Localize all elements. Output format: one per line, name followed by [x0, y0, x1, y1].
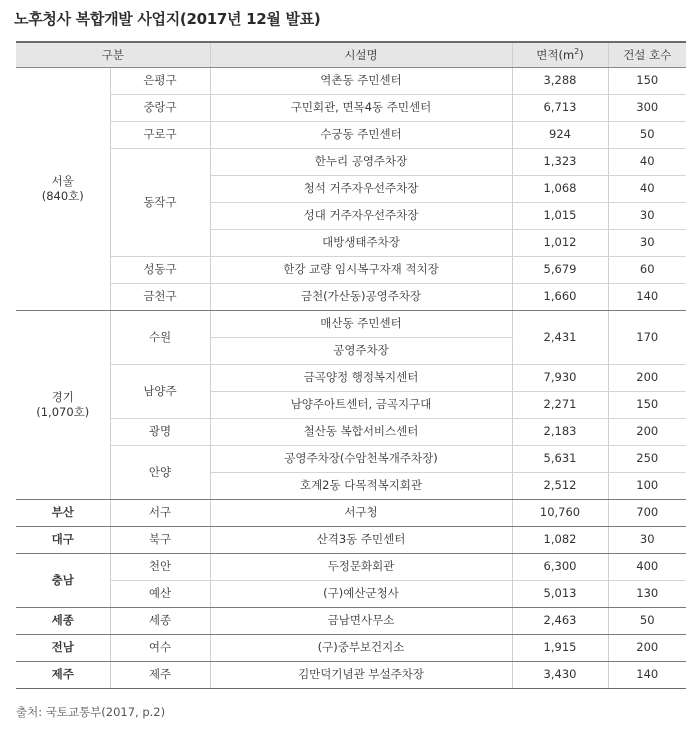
district-cell: 중랑구 — [110, 94, 210, 121]
units-cell: 140 — [608, 661, 686, 688]
units-cell: 50 — [608, 121, 686, 148]
district-cell: 동작구 — [110, 148, 210, 256]
facility-cell: 금남면사무소 — [210, 607, 512, 634]
header-units: 건설 호수 — [608, 42, 686, 67]
header-area: 면적$(m^2)$ — [512, 42, 608, 67]
table-row — [16, 256, 686, 283]
region-jeju: 제주 — [16, 661, 110, 688]
region-chungnam: 충남 — [16, 553, 110, 607]
facility-cell: 성대 거주자우선주차장 — [210, 202, 512, 229]
region-busan: 부산 — [16, 499, 110, 526]
region-sejong: 세종 — [16, 607, 110, 634]
area-cell: 1,068 — [512, 175, 608, 202]
units-cell: 30 — [608, 526, 686, 553]
table-row — [16, 634, 686, 661]
units-cell: 200 — [608, 634, 686, 661]
facility-cell: 수궁동 주민센터 — [210, 121, 512, 148]
units-cell: 150 — [608, 391, 686, 418]
region-seoul: 서울 (840호) — [16, 67, 110, 310]
area-cell: 1,012 — [512, 229, 608, 256]
units-cell: 40 — [608, 148, 686, 175]
units-cell: 400 — [608, 553, 686, 580]
district-cell: 서구 — [110, 499, 210, 526]
district-cell: 예산 — [110, 580, 210, 607]
table-row — [16, 283, 686, 310]
header-category: 구분 — [16, 42, 210, 67]
units-cell: 150 — [608, 67, 686, 94]
facility-cell: 서구청 — [210, 499, 512, 526]
area-cell: 6,713 — [512, 94, 608, 121]
units-cell: 170 — [608, 310, 686, 364]
area-cell: 5,013 — [512, 580, 608, 607]
facility-cell: 한강 교량 임시복구자재 적치장 — [210, 256, 512, 283]
facility-cell: 공영주차장 — [210, 337, 512, 364]
area-cell: 1,915 — [512, 634, 608, 661]
district-cell: 북구 — [110, 526, 210, 553]
table-row — [16, 310, 686, 337]
table-row — [16, 67, 686, 94]
table-row — [16, 499, 686, 526]
project-site-table — [16, 41, 686, 689]
facility-cell: 한누리 공영주차장 — [210, 148, 512, 175]
table-row — [16, 364, 686, 391]
table-row — [16, 94, 686, 121]
area-cell: 1,660 — [512, 283, 608, 310]
area-cell: 7,930 — [512, 364, 608, 391]
facility-cell: 대방생태주차장 — [210, 229, 512, 256]
facility-cell: 금곡양정 행정복지센터 — [210, 364, 512, 391]
units-cell: 250 — [608, 445, 686, 472]
table-row — [16, 121, 686, 148]
area-cell: 2,463 — [512, 607, 608, 634]
facility-cell: 호계2동 다목적복지회관 — [210, 472, 512, 499]
facility-cell: 공영주차장(수암천복개주차장) — [210, 445, 512, 472]
units-cell: 40 — [608, 175, 686, 202]
table-row — [16, 445, 686, 472]
units-cell: 30 — [608, 229, 686, 256]
area-cell: 5,679 — [512, 256, 608, 283]
district-cell: 세종 — [110, 607, 210, 634]
table-row — [16, 148, 686, 175]
district-cell: 안양 — [110, 445, 210, 499]
facility-cell: 구민회관, 면목4동 주민센터 — [210, 94, 512, 121]
district-cell: 수원 — [110, 310, 210, 364]
district-cell: 금천구 — [110, 283, 210, 310]
area-cell: 10,760 — [512, 499, 608, 526]
area-cell: 924 — [512, 121, 608, 148]
facility-cell: 남양주아트센터, 금곡지구대 — [210, 391, 512, 418]
units-cell: 60 — [608, 256, 686, 283]
facility-cell: 산격3동 주민센터 — [210, 526, 512, 553]
facility-cell: 김만덕기념관 부설주차장 — [210, 661, 512, 688]
facility-cell: 두정문화회관 — [210, 553, 512, 580]
units-cell: 140 — [608, 283, 686, 310]
district-cell: 천안 — [110, 553, 210, 580]
region-gyeonggi: 경기 (1,070호) — [16, 310, 110, 499]
table-row — [16, 553, 686, 580]
district-cell: 성동구 — [110, 256, 210, 283]
table-row — [16, 661, 686, 688]
table-header-row — [16, 42, 686, 67]
units-cell: 200 — [608, 364, 686, 391]
area-cell: 2,431 — [512, 310, 608, 364]
area-cell: 2,183 — [512, 418, 608, 445]
area-cell: 5,631 — [512, 445, 608, 472]
units-cell: 300 — [608, 94, 686, 121]
units-cell: 30 — [608, 202, 686, 229]
units-cell: 200 — [608, 418, 686, 445]
area-cell: 3,430 — [512, 661, 608, 688]
page-title: 노후청사 복합개발 사업지(2017년 12월 발표) — [14, 10, 321, 28]
units-cell: 100 — [608, 472, 686, 499]
area-cell: 3,288 — [512, 67, 608, 94]
area-cell: 1,323 — [512, 148, 608, 175]
district-cell: 남양주 — [110, 364, 210, 418]
facility-cell: 금천(가산동)공영주차장 — [210, 283, 512, 310]
facility-cell: 역촌동 주민센터 — [210, 67, 512, 94]
units-cell: 130 — [608, 580, 686, 607]
area-cell: 6,300 — [512, 553, 608, 580]
district-cell: 제주 — [110, 661, 210, 688]
units-cell: 700 — [608, 499, 686, 526]
source-note: 출처: 국토교통부(2017, p.2) — [16, 705, 166, 719]
table-row — [16, 418, 686, 445]
district-cell: 은평구 — [110, 67, 210, 94]
facility-cell: 청석 거주자우선주차장 — [210, 175, 512, 202]
table-row — [16, 607, 686, 634]
facility-cell: (구)예산군청사 — [210, 580, 512, 607]
header-facility: 시설명 — [210, 42, 512, 67]
area-cell: 1,082 — [512, 526, 608, 553]
district-cell: 구로구 — [110, 121, 210, 148]
table-row — [16, 526, 686, 553]
area-cell: 2,271 — [512, 391, 608, 418]
region-jeonnam: 전남 — [16, 634, 110, 661]
facility-cell: (구)중부보건지소 — [210, 634, 512, 661]
area-cell: 1,015 — [512, 202, 608, 229]
facility-cell: 철산동 복합서비스센터 — [210, 418, 512, 445]
district-cell: 광명 — [110, 418, 210, 445]
region-daegu: 대구 — [16, 526, 110, 553]
area-cell: 2,512 — [512, 472, 608, 499]
units-cell: 50 — [608, 607, 686, 634]
facility-cell: 매산동 주민센터 — [210, 310, 512, 337]
district-cell: 여수 — [110, 634, 210, 661]
table-row — [16, 580, 686, 607]
